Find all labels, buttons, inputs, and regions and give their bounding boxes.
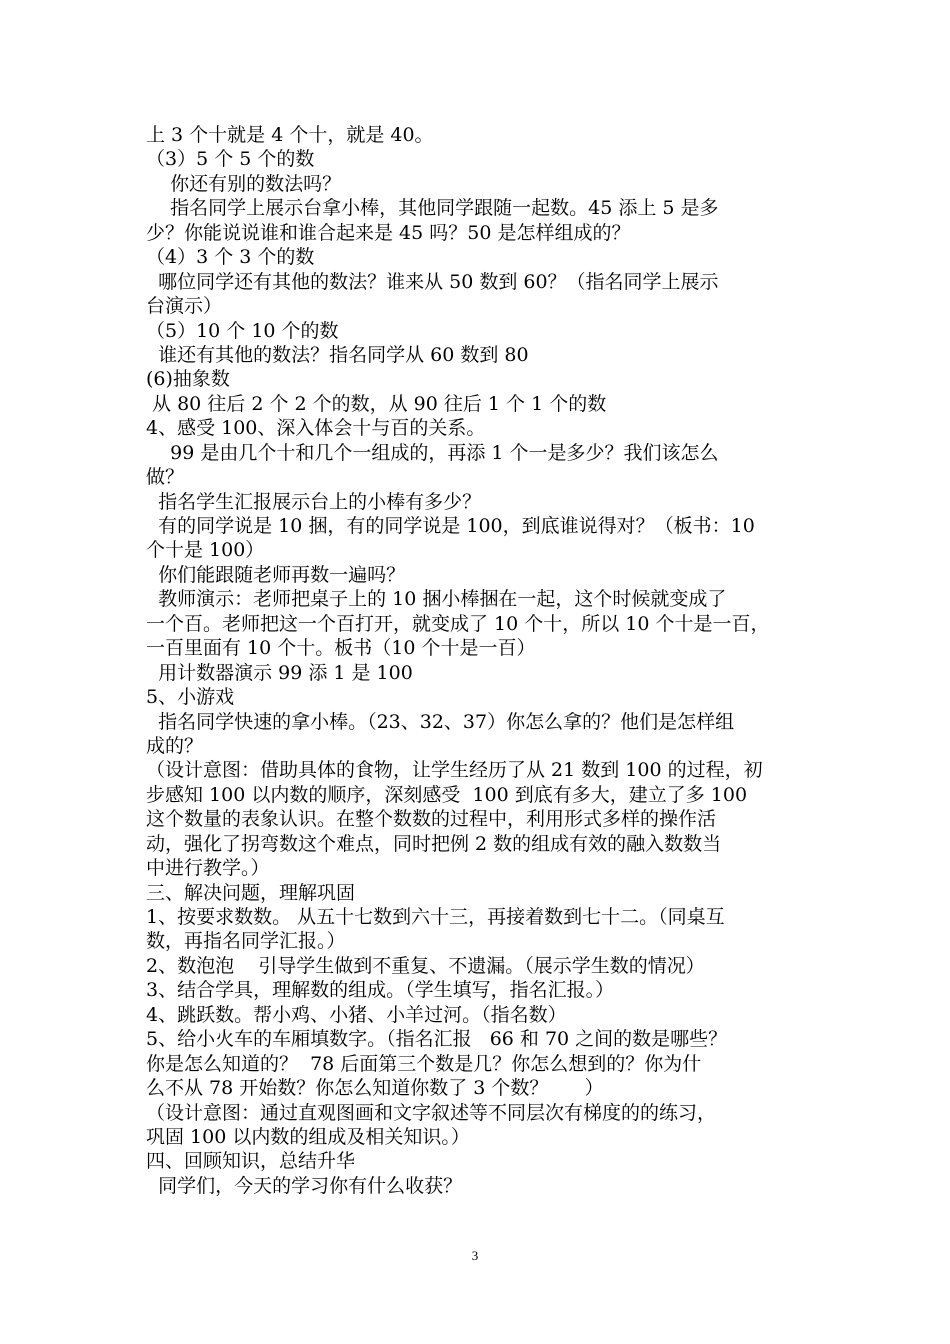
text-line: 上 3 个十就是 4 个十，就是 40。 bbox=[146, 124, 434, 146]
text-line: 中进行教学。） bbox=[146, 857, 270, 880]
text-line: （设计意图：借助具体的食物，让学生经历了从 21 数到 100 的过程，初 bbox=[146, 759, 763, 782]
text-line: 3、结合学具，理解数的组成。（学生填写，指名汇报。） bbox=[146, 979, 615, 1002]
text-line: 动，强化了拐弯数这个难点，同时把例 2 数的组成有效的融入数数当 bbox=[146, 832, 722, 855]
text-line: 一个百。老师把这一个百打开，就变成了 10 个十，所以 10 个十是一百， bbox=[146, 612, 770, 635]
text-line: (6)抽象数 bbox=[146, 368, 230, 391]
text-line: 指名学生汇报展示台上的小棒有多少？ bbox=[146, 490, 482, 513]
text-line: 2、数泡泡 引导学生做到不重复、不遗漏。（展示学生数的情况） bbox=[146, 954, 705, 977]
text-line: 这个数量的表象认识。在整个数数的过程中，利用形式多样的操作活 bbox=[146, 808, 717, 831]
text-line: 有的同学说是 10 捆，有的同学说是 100，到底谁说得对？（板书：10 bbox=[146, 515, 755, 537]
text-line: 一百里面有 10 个十。板书（10 个十是一百） bbox=[146, 637, 536, 660]
text-line: 5、给小火车的车厢填数字。（指名汇报 66 和 70 之间的数是哪些？ bbox=[146, 1028, 728, 1051]
text-line: 1、按要求数数。 从五十七数到六十三，再接着数到七十二。（同桌互 bbox=[146, 906, 725, 928]
text-line: 4、感受 100、深入体会十与百的关系。 bbox=[146, 417, 486, 440]
text-line: 用计数器演示 99 添 1 是 100 bbox=[146, 661, 413, 684]
text-line: 你是怎么知道的？ 78 后面第三个数是几？你怎么想到的？你为什 bbox=[146, 1052, 702, 1075]
text-line: 从 80 往后 2 个 2 个的数，从 90 往后 1 个 1 个的数 bbox=[146, 392, 607, 415]
text-line: 同学们，今天的学习你有什么收获？ bbox=[146, 1174, 463, 1197]
text-line: 少？你能说说谁和谁合起来是 45 吗？50 是怎样组成的？ bbox=[146, 221, 631, 244]
text-line: 四、回顾知识，总结升华 bbox=[146, 1150, 356, 1173]
text-line: 指名同学快速的拿小棒。（23、32、37）你怎么拿的？他们是怎样组 bbox=[146, 710, 735, 733]
text-line: 你们能跟随老师再数一遍吗？ bbox=[146, 563, 406, 586]
body-text bbox=[146, 123, 818, 1198]
text-line: （4）3 个 3 个的数 bbox=[146, 246, 315, 269]
text-line: （设计意图：通过直观图画和文字叙述等不同层次有梯度的的练习， bbox=[146, 1101, 717, 1124]
text-line: 做？ bbox=[146, 466, 185, 489]
text-line: 哪位同学还有其他的数法？谁来从 50 数到 60？（指名同学上展示 bbox=[146, 270, 719, 293]
text-line: 成的？ bbox=[146, 734, 204, 757]
text-line: 5、小游戏 bbox=[146, 686, 235, 709]
text-line: 巩固 100 以内数的组成及相关知识。） bbox=[146, 1125, 470, 1148]
text-line: 数，再指名同学汇报。） bbox=[146, 930, 346, 953]
text-line: （3）5 个 5 个的数 bbox=[146, 148, 315, 171]
text-line: 教师演示：老师把桌子上的 10 捆小棒捆在一起，这个时候就变成了 bbox=[146, 588, 727, 611]
page-number: 3 bbox=[471, 1248, 479, 1263]
text-line: （5）10 个 10 个的数 bbox=[146, 319, 339, 342]
text-line: 4、跳跃数。帮小鸡、小猪、小羊过河。（指名数） bbox=[146, 1003, 567, 1026]
text-line: 谁还有其他的数法？指名同学从 60 数到 80 bbox=[146, 343, 529, 366]
text-line: 你还有别的数法吗？ bbox=[146, 172, 342, 195]
text-line: 步感知 100 以内数的顺序，深刻感受 100 到底有多大，建立了多 100 bbox=[146, 783, 748, 806]
text-line: 台演示） bbox=[146, 295, 223, 318]
text-line: 指名同学上展示台拿小棒，其他同学跟随一起数。45 添上 5 是多 bbox=[146, 197, 719, 220]
text-line: 99 是由几个十和几个一组成的，再添 1 个一是多少？我们该怎么 bbox=[146, 441, 719, 464]
text-line: 个十是 100） bbox=[146, 539, 265, 562]
text-line: 三、解决问题，理解巩固 bbox=[146, 881, 356, 904]
text-line: 么不从 78 开始数？你怎么知道你数了 3 个数？ ） bbox=[146, 1077, 604, 1100]
